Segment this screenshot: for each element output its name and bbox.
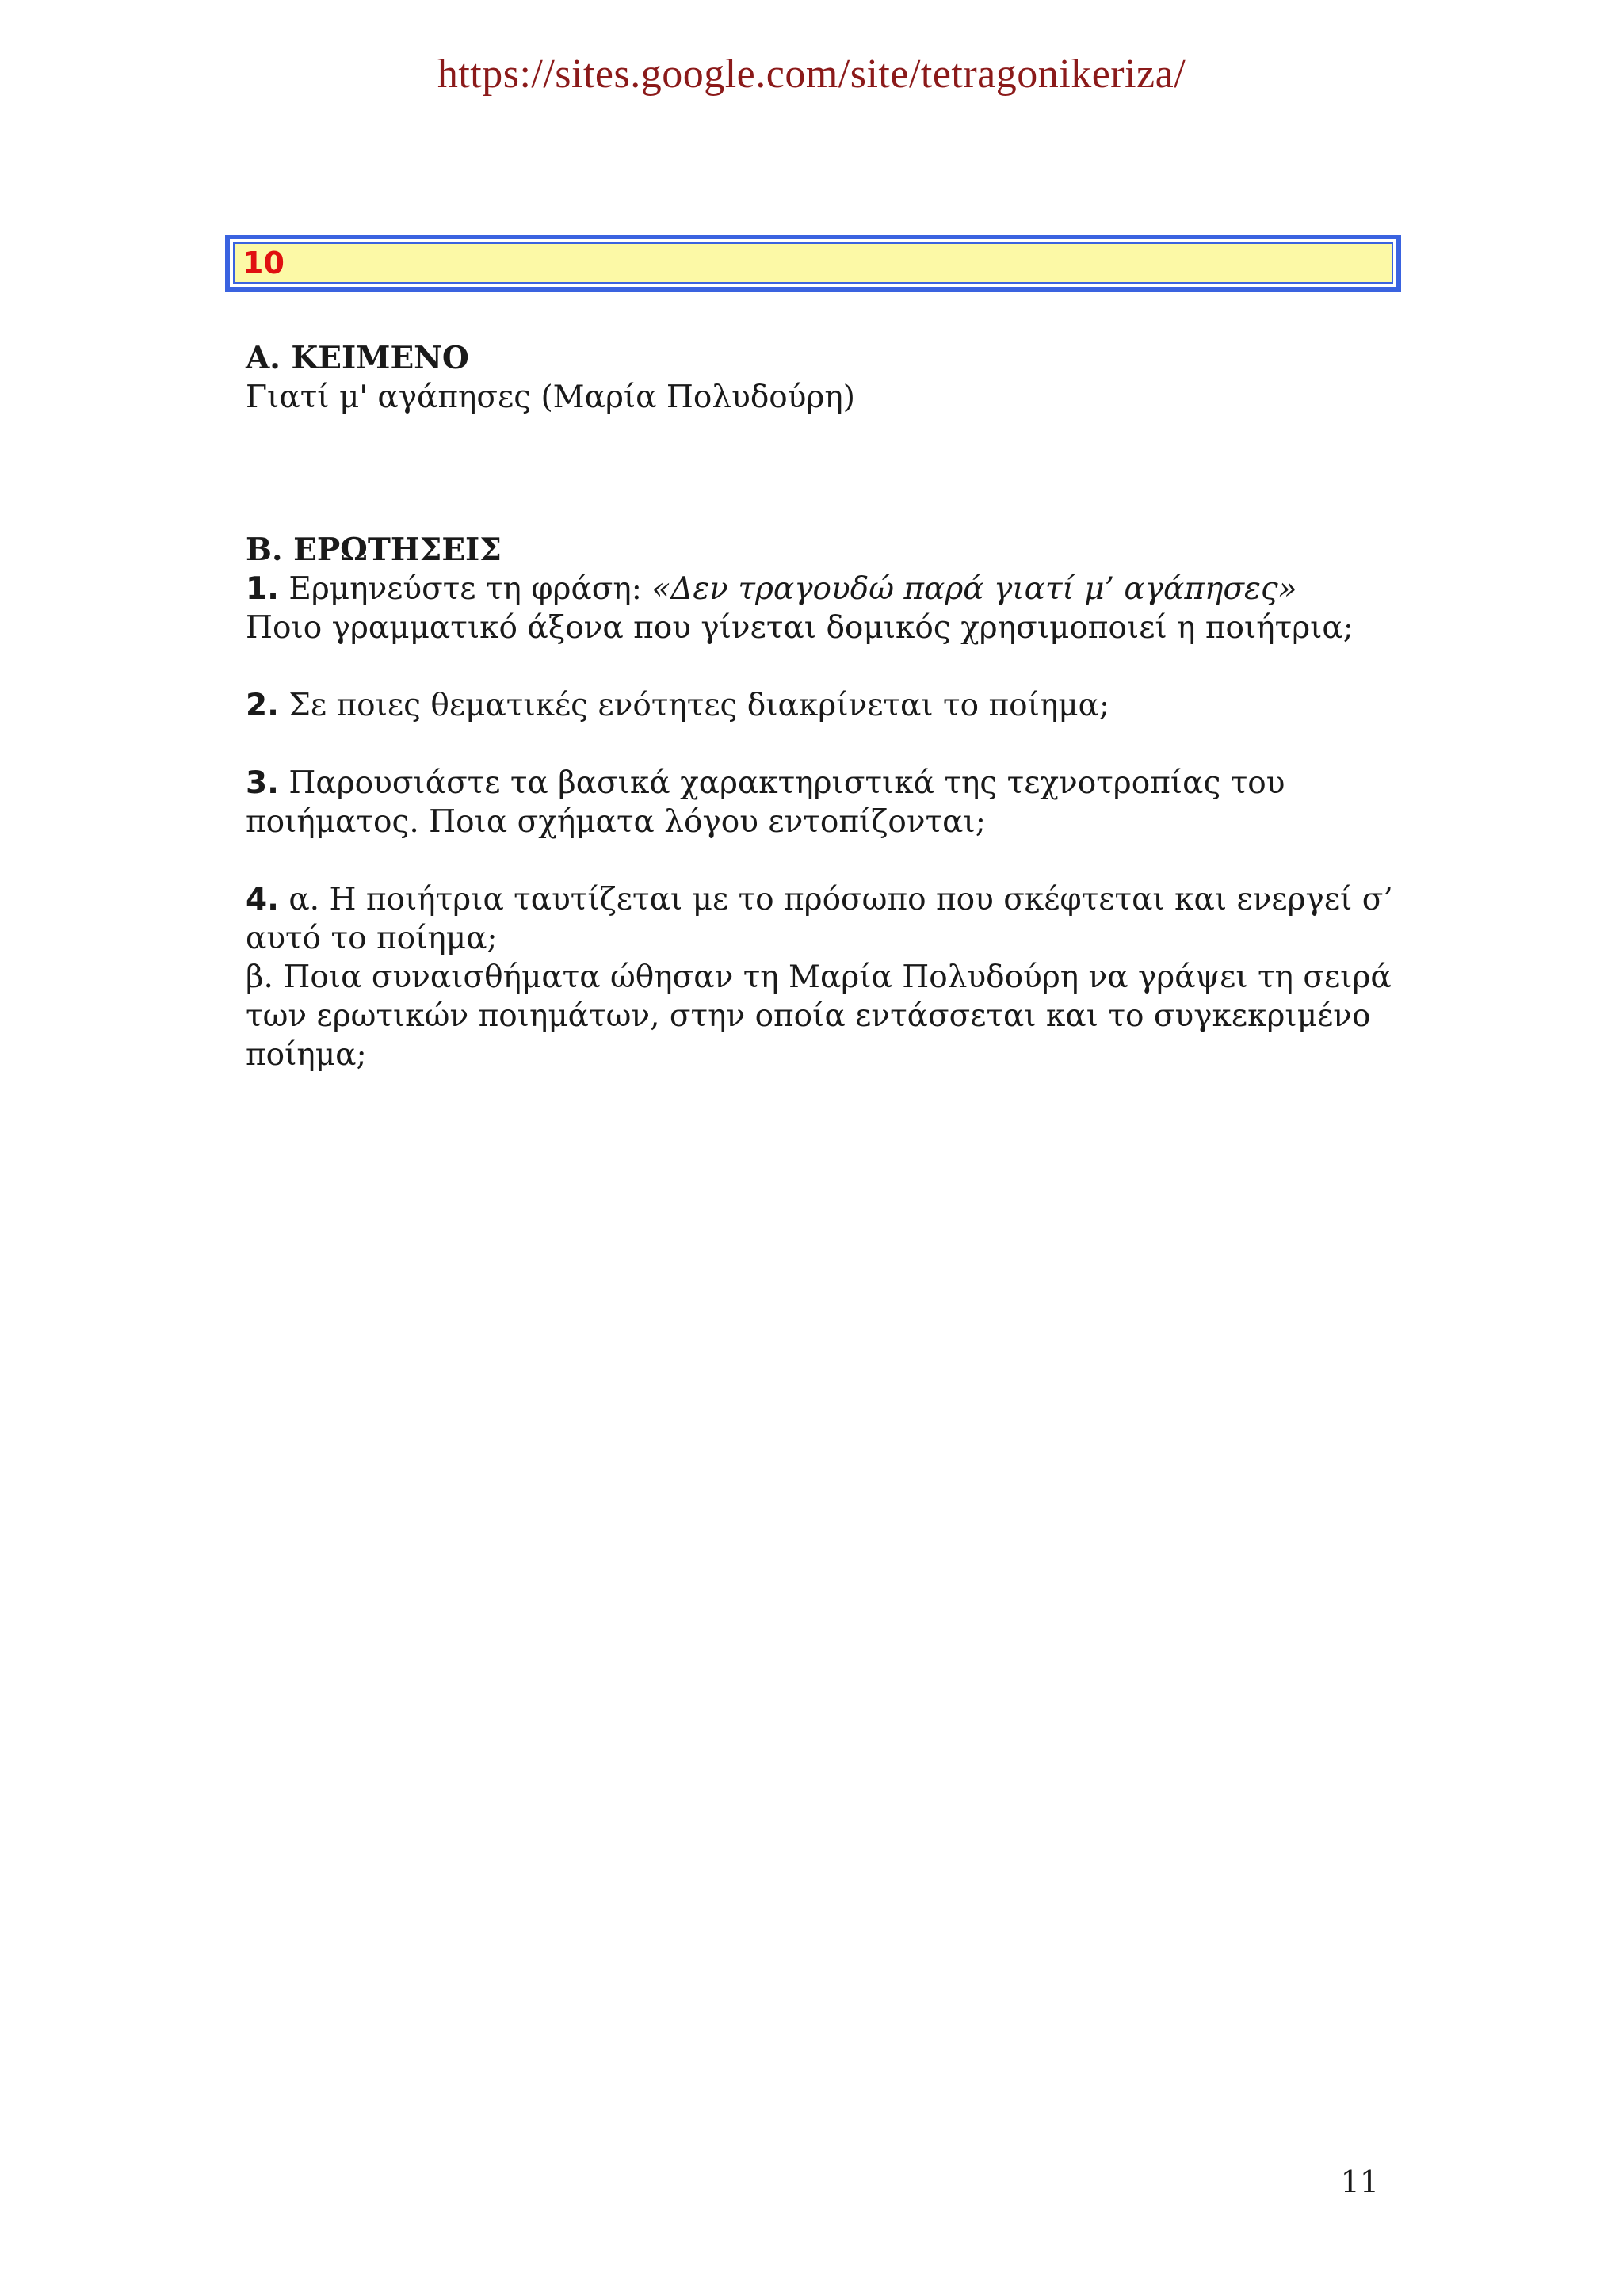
section-a <box>246 339 1403 417</box>
question-4-line-2: αυτό το ποίημα; <box>246 921 498 956</box>
question-4 <box>246 880 1403 919</box>
section-number-box <box>225 235 1401 292</box>
section-a-text: Γιατί μ' αγάπησες (Μαρία Πολυδούρη) <box>246 379 855 415</box>
question-2-text: Σε ποιες θεματικές ενότητες διακρίνεται το ποίημα; <box>278 688 1110 723</box>
section-number: 10 <box>242 246 285 280</box>
question-1-number: 1. <box>246 571 279 607</box>
question-3-line-2: ποιήματος. Ποια σχήματα λόγου εντοπίζονται; <box>246 804 986 840</box>
section-number-box-inner <box>233 242 1393 284</box>
question-3 <box>246 764 1403 803</box>
question-2-number: 2. <box>246 688 279 723</box>
question-4-number: 4. <box>246 882 279 917</box>
question-3-number: 3. <box>246 765 279 801</box>
header-url[interactable]: https://sites.google.com/site/tetragonikeriza/ <box>437 51 1186 97</box>
question-4-line-4: των ερωτικών ποιημάτων, στην οποία εντάσσεται και το συγκεκριμένο <box>246 998 1371 1034</box>
section-b-heading: Β. ΕΡΩΤΗΣΕΙΣ <box>246 532 502 568</box>
section-b <box>246 531 1403 1074</box>
question-1-line-2: Ποιο γραμματικό άξονα που γίνεται δομικός χρησιμοποιεί η ποιήτρια; <box>246 610 1354 646</box>
question-2 <box>246 686 1403 725</box>
question-1-lead: Ερμηνεύστε τη φράση: <box>278 571 652 607</box>
question-1 <box>246 570 1403 608</box>
question-1-quote: «Δεν τραγουδώ παρά γιατί μ’ αγάπησες» <box>651 571 1297 607</box>
page-number: 11 <box>1340 2164 1379 2199</box>
question-3-line-1: Παρουσιάστε τα βασικά χαρακτηριστικά της τεχνοτροπίας του <box>278 765 1285 801</box>
question-4-line-5: ποίημα; <box>246 1037 367 1073</box>
section-a-heading: Α. ΚΕΙΜΕΝΟ <box>246 340 469 376</box>
question-4-line-1: α. Η ποιήτρια ταυτίζεται με το πρόσωπο που σκέφτεται και ενεργεί σ’ <box>278 882 1393 917</box>
question-4-line-3: β. Ποια συναισθήματα ώθησαν τη Μαρία Πολυδούρη να γράψει τη σειρά <box>246 959 1392 995</box>
